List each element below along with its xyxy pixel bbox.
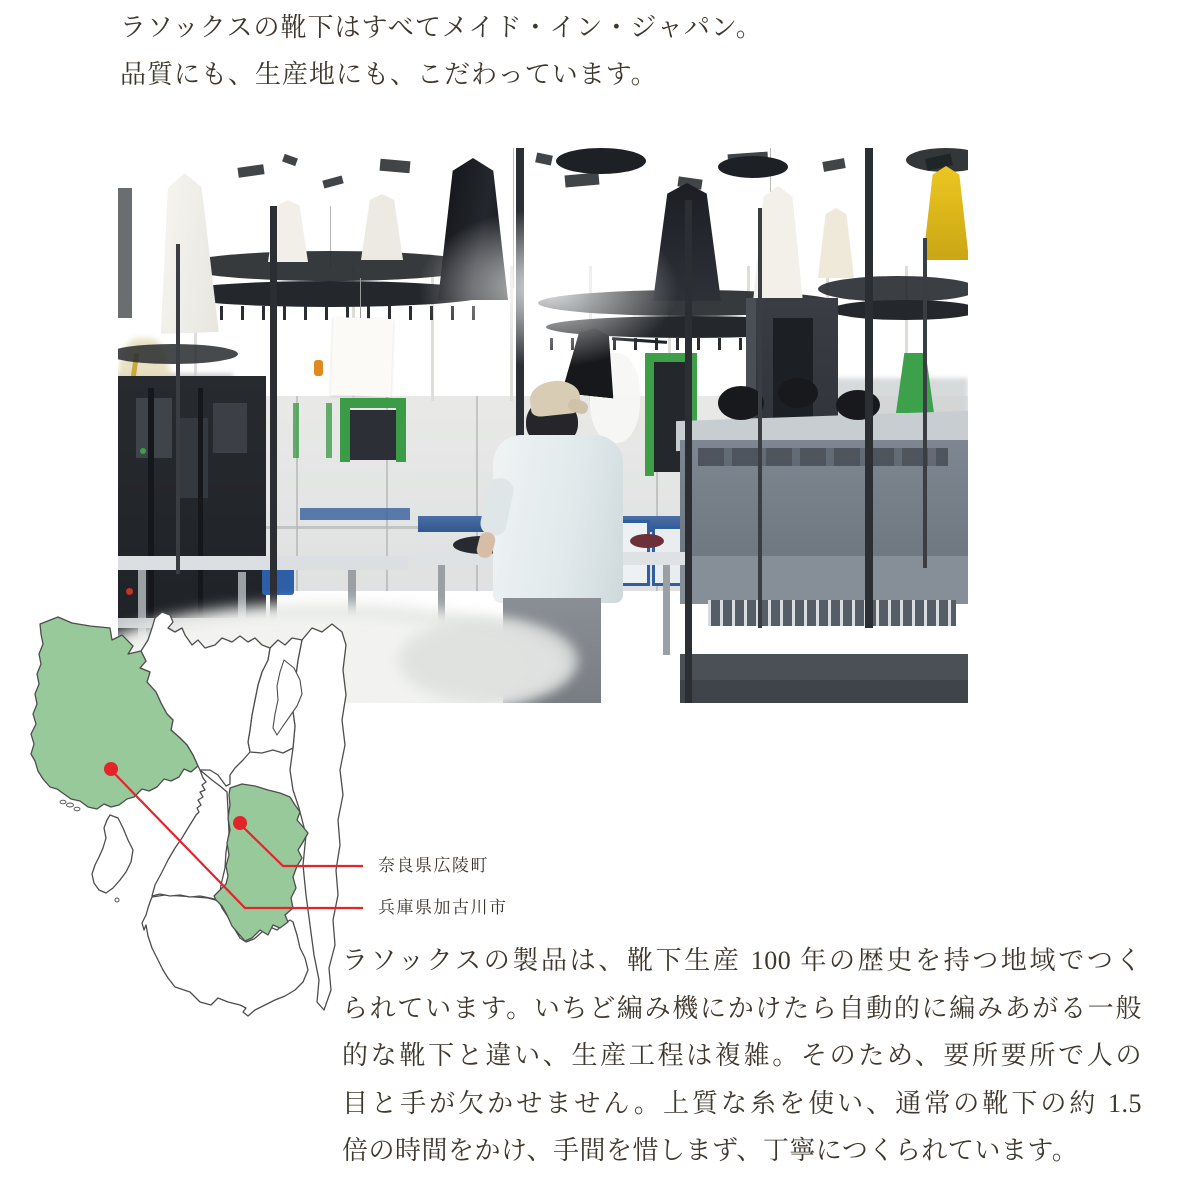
marker-koryo bbox=[233, 816, 247, 830]
orange-bobbin bbox=[314, 360, 323, 376]
indicator-light-green bbox=[140, 448, 146, 454]
marker-kakogawa bbox=[104, 762, 118, 776]
map-islet bbox=[115, 898, 119, 902]
work-table-left bbox=[118, 556, 408, 570]
body-paragraph-line3: 的な靴下と違い、生産工程は複雑。そのため、要所要所で人の bbox=[342, 1041, 1142, 1070]
green-machine-left-bar bbox=[340, 400, 350, 462]
intro-heading-line2: 品質にも、生産地にも、こだわっています。 bbox=[120, 60, 658, 89]
thin-pole bbox=[176, 244, 180, 574]
map-awaji-island bbox=[92, 815, 133, 893]
map-label-nara: 奈良県広陵町 bbox=[378, 856, 489, 875]
intro-heading bbox=[120, 4, 763, 98]
green-frame-bg bbox=[326, 403, 332, 458]
machine-left-detail bbox=[213, 403, 247, 453]
green-frame-bg bbox=[293, 403, 299, 458]
green-machine-right-bar bbox=[645, 356, 654, 476]
hanging-sign bbox=[331, 317, 394, 397]
map-label-kakogawa: 兵庫県加古川市 bbox=[378, 898, 508, 917]
big-machine-perforated bbox=[708, 600, 956, 626]
creel-disc bbox=[818, 276, 968, 302]
map-islet bbox=[67, 803, 74, 807]
body-paragraph bbox=[342, 937, 1142, 1175]
green-machine-left-core bbox=[350, 410, 396, 460]
worker-shirt bbox=[493, 435, 623, 603]
pole bbox=[685, 200, 692, 703]
thin-pole bbox=[923, 238, 927, 568]
machine-head bbox=[778, 378, 818, 408]
big-machine-base bbox=[680, 680, 968, 703]
maroon-item bbox=[630, 534, 664, 548]
body-paragraph-line4: 目と手が欠かせません。上質な糸を使い、通常の靴下の約 1.5 bbox=[342, 1088, 1142, 1118]
table-leg bbox=[663, 565, 670, 655]
intro-heading-line1: ラソックスの靴下はすべてメイド・イン・ジャパン。 bbox=[120, 13, 763, 42]
green-machine-left-bar bbox=[396, 400, 406, 462]
map-islet bbox=[60, 800, 66, 804]
ceiling-beam bbox=[380, 159, 411, 174]
body-paragraph-line5: 倍の時間をかけ、手間を惜しまず、丁寧につくられています。 bbox=[342, 1136, 1079, 1165]
big-machine-bottom bbox=[680, 654, 968, 680]
sign-wire bbox=[360, 278, 361, 320]
ceiling-vent bbox=[556, 148, 646, 174]
body-paragraph-line2: られています。いちど編み機にかけたら自動的に編みあがる一般 bbox=[342, 993, 1142, 1023]
machine-left-detail bbox=[178, 418, 208, 498]
ceiling-vent bbox=[718, 156, 788, 178]
left-edge-rail bbox=[118, 188, 132, 318]
creel-disc bbox=[830, 300, 968, 320]
thin-pole bbox=[758, 208, 762, 628]
floor-light bbox=[398, 618, 578, 703]
big-machine-slots bbox=[698, 448, 948, 466]
pole bbox=[865, 148, 873, 628]
body-paragraph-line1: ラソックスの製品は、靴下生産 100 年の歴史を持つ地域でつく bbox=[342, 946, 1142, 975]
machine-head bbox=[836, 390, 880, 420]
light-flare bbox=[418, 208, 678, 368]
kansai-map bbox=[15, 593, 365, 1038]
blue-rail bbox=[300, 508, 410, 520]
map-islet bbox=[74, 807, 80, 811]
